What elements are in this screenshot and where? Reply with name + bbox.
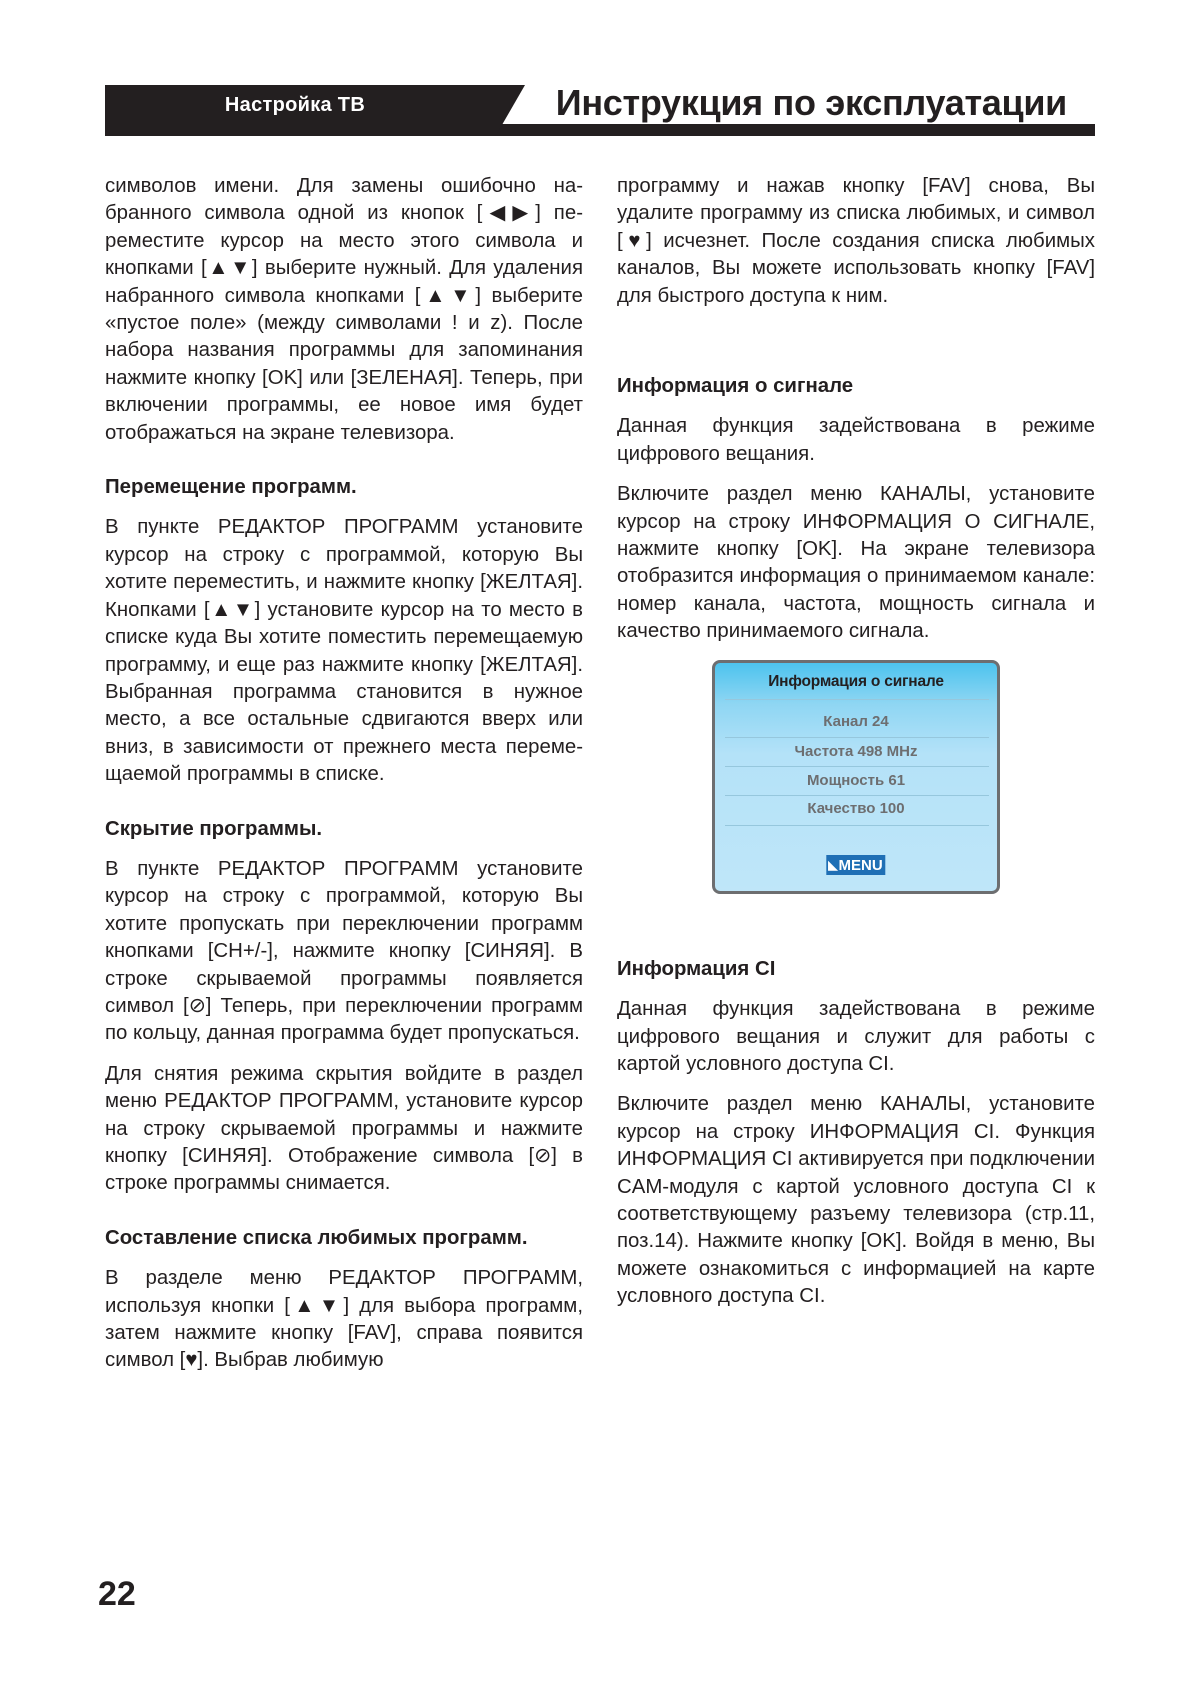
hide-program-heading: Скрытие программы. (105, 817, 323, 840)
ci-info-heading: Информация CI (617, 957, 776, 980)
right-column (617, 173, 1095, 1324)
osd-row-channel: Канал 24 (823, 712, 889, 730)
document-title: Инструкция по эксплуатации (555, 82, 1067, 123)
osd-divider (725, 825, 989, 826)
move-programs-text: В пункте РЕДАКТОР ПРОГРАММ установите курсор на строку с программой, которую Вы хотите переместить, и нажмите кнопку [ЖЕЛТАЯ]. Кнопками [▲▼] установите курсор на то место в списке куда Вы хотите поместить перемещаемую программу, и еще раз нажмите кнопку [ЖЕЛТАЯ]. Выбранная программа становится в нужное место, а все остальные сдвигаются вверх или вниз, в зависимости от прежнего места перемещаемой программы в списке. (105, 516, 583, 786)
left-column (105, 173, 583, 1388)
osd-row-quality: Качество 100 (807, 799, 905, 817)
favorites-continuation-text: программу и нажав кнопку [FAV] снова, Вы удалите программу из списка любимых, и символ [♥] исчезнет. После создания списка любимых каналов, Вы можете использовать кнопку [FAV] для быстрого доступа к ним. (617, 175, 1095, 307)
osd-row-power: Мощность 61 (806, 771, 906, 789)
osd-divider (725, 737, 989, 738)
signal-info-heading: Информация о сигнале (617, 375, 854, 398)
ci-info-text-2: Включите раздел меню КАНАЛЫ, установите курсор на строку ИНФОРМАЦИЯ CI. Функция ИНФОРМАЦИЯ CI активируется при подключении CAM-модуля с картой условного доступа CI к соответствующему разъему телевизора (стр.11, поз.14). Нажмите кнопку [OK]. Войдя в меню, Вы можете ознакомиться с информацией на карте условного доступа CI. (617, 1093, 1095, 1308)
favorites-text: В разделе меню РЕДАКТОР ПРОГРАММ, используя кнопки [▲▼] для выбора программ, затем нажмите кнопку [FAV], справа появится символ [♥]. Выбрав любимую (105, 1267, 583, 1372)
hide-program-text: В пункте РЕДАКТОР ПРОГРАММ установите курсор на строку с программой, которую Вы хотите пропускать при переключении программ кнопками [CH+/-], нажмите кнопку [СИНЯЯ]. В строке скрываемой программы появляется символ [⊘] Теперь, при переключении программ по кольцу, данная программа будет пропускаться. (105, 857, 583, 1045)
osd-divider (725, 699, 989, 700)
section-label: Настройка ТВ (224, 94, 366, 116)
page-header (105, 82, 1095, 136)
intro-paragraph: символов имени. Для замены ошибочно набранного символа одной из кнопок [◀▶] переместите курсор на место этого символа и кнопками [▲▼] выберите нужный. Для удаления набранного символа кнопками [▲▼] выберите «пустое поле» (между символами ! и z). После набора названия программы для запоминания нажмите кнопку [OK] или [ЗЕЛЕНАЯ]. Теперь, при включении программы, ее новое имя будет отображаться на экране телевизора. (105, 175, 583, 444)
osd-row-frequency: Частота 498 MHz (794, 742, 918, 760)
move-programs-heading: Перемещение программ. (105, 476, 357, 499)
signal-info-text-1: Данная функция задействована в режиме цифрового вещания. (617, 415, 1095, 465)
osd-menu-label: MENU (838, 856, 883, 874)
unhide-program-text: Для снятия режима скрытия войдите в раздел меню РЕДАКТОР ПРОГРАММ, установите курсор на строку скрываемой программы и нажмите кнопку [СИНЯЯ]. Отображение символа [⊘] в строке программы снимается. (105, 1062, 583, 1195)
osd-divider (725, 766, 989, 767)
return-arrow-icon: ◣ (828, 857, 838, 872)
page-number: 22 (98, 1575, 136, 1613)
signal-info-text-2: Включите раздел меню КАНАЛЫ, установите курсор на строку ИНФОРМАЦИЯ О СИГНАЛЕ, нажмите кнопку [OK]. На экране телевизора отобразится информация о принимаемом канале: номер канала, частота, мощность сигнала и качество принимаемого сигнала. (617, 483, 1095, 643)
osd-divider (725, 795, 989, 796)
signal-info-screen (712, 660, 1000, 894)
favorites-heading: Составление списка любимых программ. (105, 1226, 528, 1249)
ci-info-text-1: Данная функция задействована в режиме цифрового вещания и служит для работы с картой условного доступа CI. (617, 998, 1095, 1075)
osd-menu-button (826, 855, 885, 875)
osd-title: Информация о сигнале (768, 672, 944, 690)
